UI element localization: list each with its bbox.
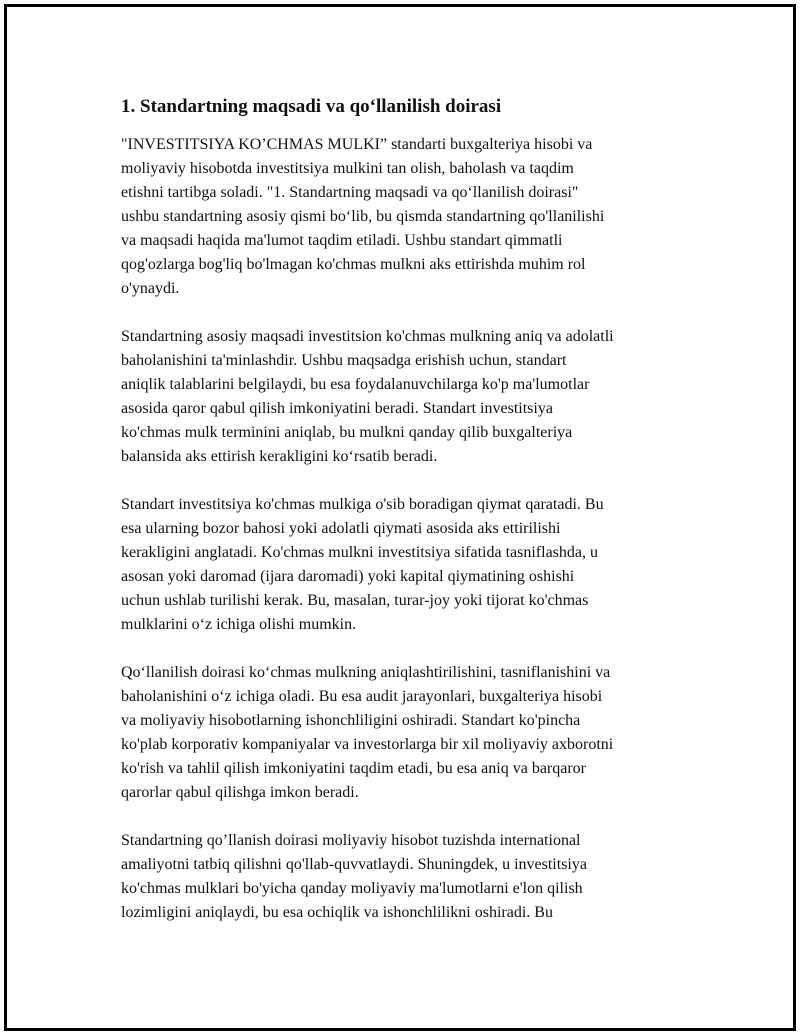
paragraph-line: va moliyaviy hisobotlarning ishonchliligini oshiradi. Standart ko'pincha <box>121 712 581 729</box>
paragraph-line: Qo‘llanilish doirasi ko‘chmas mulkning aniqlashtirilishini, tasniflanishini va <box>121 664 611 681</box>
document-body <box>121 95 711 949</box>
paragraph-line: kerakligini anglatadi. Ko'chmas mulkni investitsiya sifatida tasniflashda, u <box>121 544 598 561</box>
paragraph-line: balansida aks ettirish kerakligini ko‘rsatib beradi. <box>121 448 438 465</box>
paragraph-line: mulklarini o‘z ichiga olishi mumkin. <box>121 616 357 633</box>
paragraph-line: Standart investitsiya ko'chmas mulkiga o'sib boradigan qiymat qaratadi. Bu <box>121 496 604 513</box>
paragraph-line: Standartning qo’llanish doirasi moliyaviy hisobot tuzishda international <box>121 832 581 849</box>
paragraph <box>121 325 711 469</box>
paragraph <box>121 661 711 805</box>
paragraphs-container <box>121 133 711 925</box>
paragraph-line: etishni tartibga soladi. "1. Standartning maqsadi va qo‘llanilish doirasi" <box>121 184 579 201</box>
paragraph-line: lozimligini aniqlaydi, bu esa ochiqlik va ishonchlilikni oshiradi. Bu <box>121 904 553 921</box>
section-heading: 1. Standartning maqsadi va qo‘llanilish doirasi <box>121 96 502 117</box>
paragraph <box>121 133 711 301</box>
page-border <box>4 4 796 1031</box>
paragraph-line: aniqlik talablarini belgilaydi, bu esa foydalanuvchilarga ko'p ma'lumotlar <box>121 376 590 393</box>
paragraph <box>121 493 711 637</box>
paragraph-line: ko'chmas mulklari bo'yicha qanday moliyaviy ma'lumotlarni e'lon qilish <box>121 880 583 897</box>
paragraph-line: uchun ushlab turilishi kerak. Bu, masalan, turar-joy yoki tijorat ko'chmas <box>121 592 589 609</box>
paragraph-line: esa ularning bozor bahosi yoki adolatli qiymati asosida aks ettirilishi <box>121 520 561 537</box>
paragraph-line: asosida qaror qabul qilish imkoniyatini beradi. Standart investitsiya <box>121 400 553 417</box>
paragraph-line: moliyaviy hisobotda investitsiya mulkini tan olish, baholash va taqdim <box>121 160 574 177</box>
paragraph-line: baholanishini ta'minlashdir. Ushbu maqsadga erishish uchun, standart <box>121 352 567 369</box>
paragraph-line: o'ynaydi. <box>121 280 180 297</box>
paragraph-line: ko'chmas mulk terminini aniqlab, bu mulkni qanday qilib buxgalteriya <box>121 424 573 441</box>
paragraph-line: baholanishini o‘z ichiga oladi. Bu esa audit jarayonlari, buxgalteriya hisobi <box>121 688 603 705</box>
paragraph-line: qarorlar qabul qilishga imkon beradi. <box>121 784 359 801</box>
paragraph-line: ko'plab korporativ kompaniyalar va investorlarga bir xil moliyaviy axborotni <box>121 736 614 753</box>
paragraph-line: va maqsadi haqida ma'lumot taqdim etiladi. Ushbu standart qimmatli <box>121 232 563 249</box>
paragraph-line: ko'rish va tahlil qilish imkoniyatini taqdim etadi, bu esa aniq va barqaror <box>121 760 586 777</box>
paragraph-line: Standartning asosiy maqsadi investitsion ko'chmas mulkning aniq va adolatli <box>121 328 614 345</box>
paragraph-line: ushbu standartning asosiy qismi bo‘lib, bu qismda standartning qo'llanilishi <box>121 208 605 225</box>
paragraph-line: qog'ozlarga bog'liq bo'lmagan ko'chmas mulkni aks ettirishda muhim rol <box>121 256 586 273</box>
paragraph <box>121 829 711 925</box>
paragraph-line: asosan yoki daromad (ijara daromadi) yoki kapital qiymatining oshishi <box>121 568 575 585</box>
paragraph-line: amaliyotni tatbiq qilishni qo'llab-quvvatlaydi. Shuningdek, u investitsiya <box>121 856 587 873</box>
paragraph-line: "INVESTITSIYA KO’CHMAS MULKI” standarti buxgalteriya hisobi va <box>121 136 593 153</box>
